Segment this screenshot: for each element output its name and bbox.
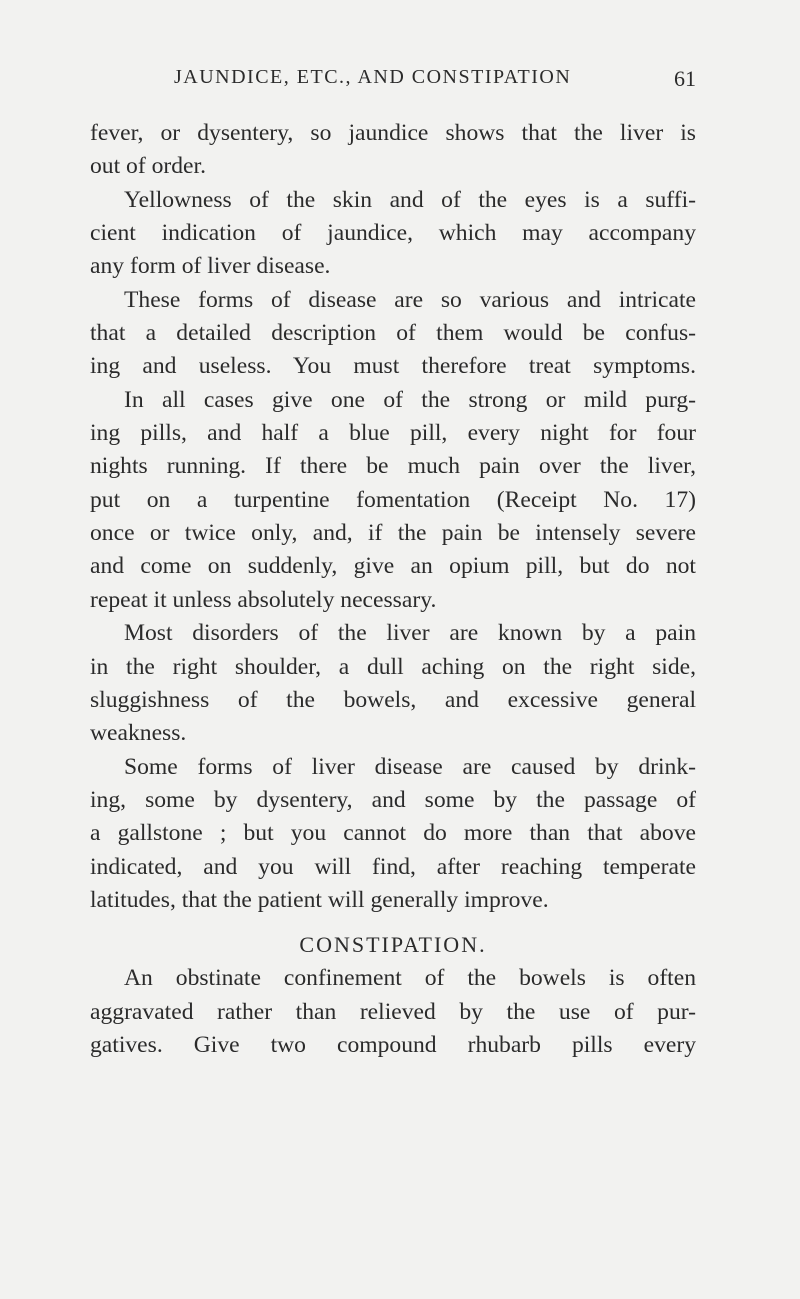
text-line: ing and useless. You must therefore treat symptoms.: [90, 353, 696, 380]
body-text: [90, 117, 696, 1062]
text-line: gatives. Give two compound rhubarb pills every: [90, 1031, 696, 1058]
text-line: any form of liver disease.: [90, 253, 331, 280]
page-number: 61: [674, 66, 696, 91]
text-line: nights running. If there be much pain over the liver,: [90, 453, 696, 480]
text-line: An obstinate confinement of the bowels is often: [124, 965, 696, 992]
running-title: JAUNDICE, ETC., AND CONSTIPATION: [174, 66, 572, 88]
text-line: ing pills, and half a blue pill, every night for four: [90, 420, 696, 447]
text-line: out of order.: [90, 153, 206, 180]
text-line: Yellowness of the skin and of the eyes is a suffi-: [124, 186, 696, 213]
text-line: Most disorders of the liver are known by a pain: [124, 620, 696, 647]
text-line: weakness.: [90, 720, 187, 747]
text-line: indicated, and you will find, after reaching temperate: [90, 853, 696, 880]
text-line: a gallstone ; but you cannot do more than that above: [90, 820, 696, 847]
text-line: fever, or dysentery, so jaundice shows that the liver is: [90, 120, 696, 146]
section-heading: CONSTIPATION.: [299, 932, 487, 958]
text-line: These forms of disease are so various and intricate: [124, 286, 696, 313]
text-line: once or twice only, and, if the pain be intensely severe: [90, 520, 696, 547]
text-line: put on a turpentine fomentation (Receipt No. 17): [90, 486, 696, 513]
text-line: aggravated rather than relieved by the use of pur-: [90, 998, 696, 1025]
text-line: repeat it unless absolutely necessary.: [90, 586, 437, 613]
text-line: cient indication of jaundice, which may accompany: [90, 220, 696, 247]
text-line: ing, some by dysentery, and some by the passage of: [90, 786, 696, 813]
text-line: and come on suddenly, give an opium pill, but do not: [90, 553, 696, 580]
text-line: In all cases give one of the strong or mild purg-: [124, 386, 696, 413]
text-line: that a detailed description of them would be confus-: [90, 320, 696, 347]
running-head: [174, 66, 696, 96]
text-line: in the right shoulder, a dull aching on the right side,: [90, 653, 696, 680]
text-line: Some forms of liver disease are caused by drink-: [124, 753, 696, 780]
text-line: latitudes, that the patient will generally improve.: [90, 886, 549, 913]
text-line: sluggishness of the bowels, and excessive general: [90, 686, 696, 713]
